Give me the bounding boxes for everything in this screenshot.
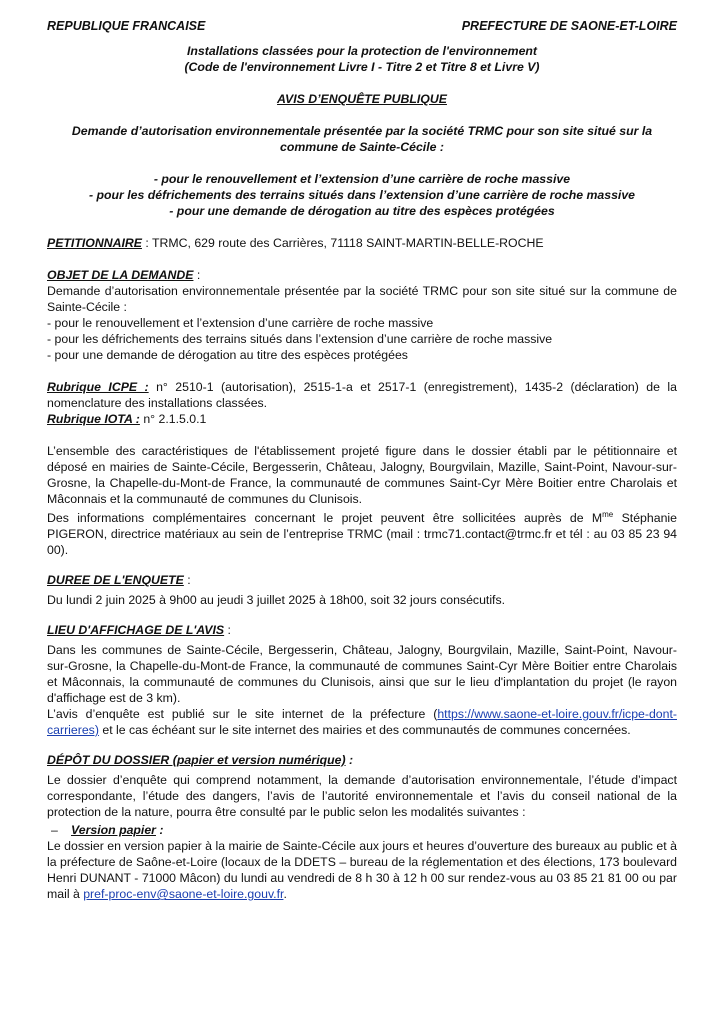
- depot-label: DÉPÔT DU DOSSIER (papier et version numérique): [47, 753, 346, 768]
- intro-purpose-2: - pour les défrichements des terrains situés dans l’extension d’une carrière de roche massive: [88, 188, 636, 202]
- affichage-after: et le cas échéant sur le site internet des mairies et des communautés de communes concernées.: [98, 723, 631, 738]
- header-prefecture: PREFECTURE DE SAONE-ET-LOIRE: [461, 19, 677, 33]
- notice-page: [47, 18, 677, 902]
- affichage-paragraph-1: Dans les communes de Sainte-Cécile, Bergesserin, Château, Jalogny, Bourgvilain, Mazille, Saint-Point, Navour-sur-Grosne, la Chapelle-du-Mont-de France, la communauté de communes Saint-Cyr Mère Boitier entre Charolais et Mâconnais, la communauté de communes du Clunisois, ainsi que sur le lieu d'implantation du projet (le rayon d'affichage est de 3 km).: [47, 643, 677, 706]
- rubrique-icpe-label: Rubrique ICPE :: [47, 380, 149, 394]
- affichage-heading: [47, 622, 677, 638]
- petitionnaire-text: : TRMC, 629 route des Carrières, 71118 SAINT-MARTIN-BELLE-ROCHE: [141, 236, 544, 250]
- rubrique-icpe: [47, 379, 677, 411]
- depot-section: [47, 752, 677, 902]
- bullet-dash: –: [51, 823, 58, 838]
- intro-request: Demande d’autorisation environnementale présentée par la société TRMC pour son site situé sur la commune de Sainte-Cécile :: [71, 124, 653, 154]
- version-papier-label: Version papier: [71, 823, 156, 838]
- intro-purposes: [47, 171, 677, 219]
- version-papier-colon: :: [155, 823, 164, 838]
- duree-text: Du lundi 2 juin 2025 à 9h00 au jeudi 3 juillet 2025 à 18h00, soit 32 jours consécutifs.: [47, 593, 506, 608]
- rubrique-icpe-text: n° 2510-1 (autorisation), 2515-1-a et 2517-1 (enregistrement), 1435-2 (déclaration) de la nomenclature des installations classées.: [47, 380, 677, 410]
- intro-heading: [47, 43, 677, 75]
- depot-paragraph-2: [47, 838, 677, 902]
- duree-label: DUREE DE L'ENQUETE: [47, 573, 184, 588]
- rubrique-iota-label: Rubrique IOTA :: [47, 412, 140, 426]
- depot-paragraph-1: Le dossier d’enquête qui comprend notamment, la demande d’autorisation environnementale, l’étude d’impact correspondante, l’étude des dangers, l’avis de l’autorité environnementale et l’avis du conseil national de la protection de la nature, pourra être consulté par le public selon les modalités suivantes :: [47, 773, 677, 820]
- dossier-paragraph-1: L’ensemble des caractéristiques de l'établissement projeté figure dans le dossier établi par le pétitionnaire et déposé en mairies de Sainte-Cécile, Bergesserin, Château, Jalogny, Bourgvilain, Mazille, Saint-Point, Navour-sur-Grosne, la Chapelle-du-Mont-de France, la communauté de communes Saint-Cyr Mère Boitier entre Charolais et Mâconnais et la communauté de communes du Clunisois.: [47, 444, 677, 506]
- version-papier-bullet: [51, 822, 677, 838]
- rubrique-iota: [47, 411, 677, 427]
- rubrique-iota-text: n° 2.1.5.0.1: [139, 412, 207, 426]
- rubriques-section: [47, 379, 677, 427]
- petitionnaire-line: [47, 235, 677, 251]
- header-republic: REPUBLIQUE FRANCAISE: [47, 19, 206, 33]
- objet-colon: :: [193, 268, 201, 282]
- dossier-info: [47, 443, 677, 558]
- prefecture-email-link[interactable]: pref-proc-env@saone-et-loire.gouv.fr: [83, 887, 284, 902]
- affichage-section: [47, 622, 677, 738]
- depot-before: Le dossier en version papier à la mairie de Sainte-Cécile aux jours et heures d’ouverture des bureaux au public et à la préfecture de Saône-et-Loire (locaux de la DDETS – bureau de la réglementation et des élections, 173 boulevard Henri DUNANT - 71000 Mâcon) du lundi au vendredi de 8 h 30 à 12 h 00 sur rendez-vous au 03 85 21 81 00 ou par mail à: [47, 839, 677, 902]
- intro-purpose-1: - pour le renouvellement et l’extension d’une carrière de roche massive: [153, 172, 571, 186]
- petitionnaire-label: PETITIONNAIRE: [47, 236, 142, 250]
- objet-item-3: - pour une demande de dérogation au titre des espèces protégées: [47, 348, 408, 362]
- affichage-paragraph-2: [47, 706, 677, 738]
- intro-line-2: (Code de l'environnement Livre I - Titre 2 et Titre 8 et Livre V): [184, 60, 540, 74]
- duree-heading: [47, 572, 677, 588]
- depot-colon: :: [345, 753, 354, 768]
- duree-section: [47, 572, 677, 608]
- objet-text: Demande d’autorisation environnementale présentée par la société TRMC pour son site situé sur la commune de Sainte-Cécile :: [47, 284, 677, 314]
- notice-title-wrap: [47, 91, 677, 107]
- contact-after: Stéphanie PIGERON, directrice matériaux au sein de l’entreprise TRMC (mail : trmc71.contact@trmc.fr et tél : au 03 85 23 94 00).: [47, 511, 677, 558]
- intro-line-1: Installations classées pour la protection de l'environnement: [186, 44, 538, 58]
- prefecture-website-link[interactable]: https://www.saone-et-loire.gouv.fr/icpe-dont-carrieres): [47, 707, 677, 738]
- depot-after: .: [283, 887, 287, 902]
- notice-title: AVIS D’ENQUÊTE PUBLIQUE: [277, 92, 447, 106]
- dossier-paragraph-2: [47, 507, 677, 558]
- objet-item-1: - pour le renouvellement et l’extension d’une carrière de roche massive: [47, 316, 434, 330]
- affichage-colon: :: [224, 623, 231, 638]
- page-header: [47, 18, 677, 34]
- objet-heading: [47, 267, 677, 283]
- contact-before: Des informations complémentaires concernant le projet peuvent être sollicitées auprès de M: [47, 511, 603, 526]
- objet-item-2: - pour les défrichements des terrains situés dans l’extension d’une carrière de roche massive: [47, 332, 553, 346]
- intro-purpose-3: - pour une demande de dérogation au titre des espèces protégées: [169, 204, 555, 218]
- contact-title-sup: me: [602, 510, 614, 519]
- affichage-label: LIEU D'AFFICHAGE DE L'AVIS: [47, 623, 225, 638]
- objet-label: OBJET DE LA DEMANDE: [47, 268, 194, 282]
- objet-section: [47, 267, 677, 363]
- depot-heading: [47, 752, 677, 768]
- duree-colon: :: [183, 573, 191, 588]
- affichage-before: L’avis d’enquête est publié sur le site internet de la préfecture (: [47, 707, 438, 722]
